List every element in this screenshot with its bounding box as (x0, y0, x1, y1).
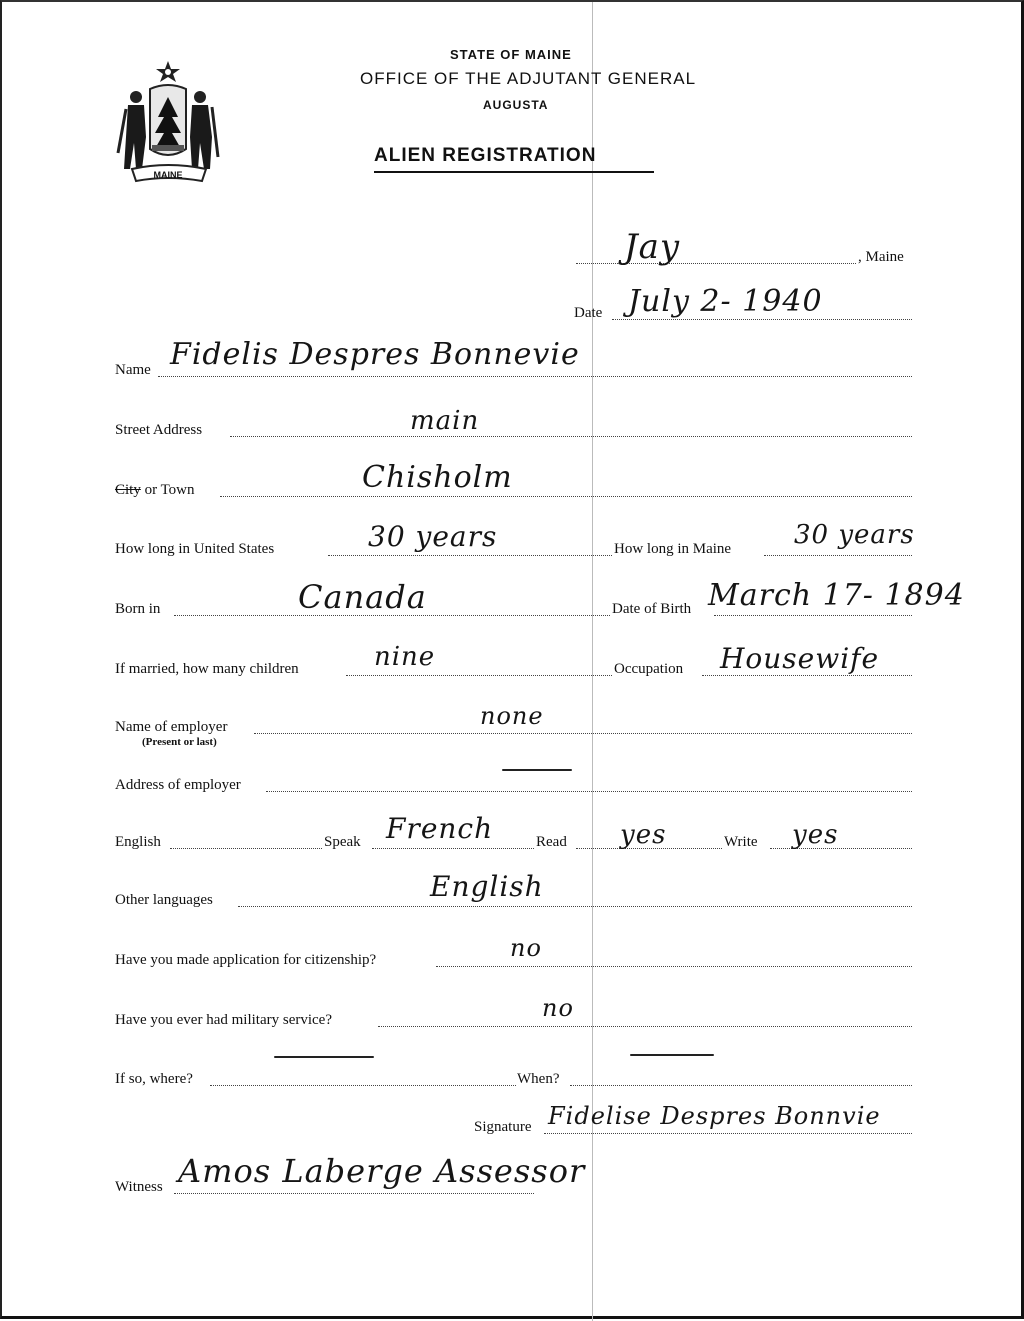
title-underline (374, 171, 654, 173)
birth-date-entry: March 17- 1894 (708, 578, 965, 613)
city-heading: AUGUSTA (483, 98, 549, 112)
citizenship-entry: no (510, 934, 542, 962)
speak-entry: French (386, 812, 494, 845)
children-entry: nine (374, 642, 436, 672)
signature-label: Signature (474, 1119, 532, 1135)
english-label: English (115, 834, 161, 850)
employer-line (254, 733, 912, 734)
citizenship-line (436, 966, 912, 967)
town-line (576, 263, 856, 264)
witness-entry: Amos Laberge Assessor (178, 1152, 586, 1190)
occupation-entry: Housewife (720, 642, 880, 675)
svg-text:MAINE: MAINE (153, 170, 183, 180)
state-heading: STATE OF MAINE (450, 47, 572, 62)
citizenship-label: Have you made application for citizenship? (115, 952, 377, 968)
where-label: If so, where? (115, 1071, 193, 1087)
date-line (612, 319, 912, 320)
years-us-label: How long in United States (115, 541, 275, 557)
read-label: Read (536, 834, 567, 850)
signature-entry: Fidelise Despres Bonnvie (548, 1102, 881, 1130)
witness-line (174, 1193, 534, 1194)
form-title: ALIEN REGISTRATION (374, 145, 597, 166)
military-entry: no (542, 994, 574, 1022)
years-us-line (328, 555, 612, 556)
maine-label: , Maine (858, 249, 904, 265)
children-label: If married, how many children (115, 661, 299, 677)
street-line (230, 436, 912, 437)
town-row-entry: Chisholm (362, 460, 513, 495)
birth-date-label: Date of Birth (612, 601, 692, 617)
date-entry: July 2- 1940 (628, 284, 823, 319)
employer-sublabel: (Present or last) (142, 736, 217, 748)
born-in-entry: Canada (298, 578, 427, 616)
years-us-entry: 30 years (368, 520, 498, 553)
where-dash (274, 1056, 374, 1058)
town-row-line (220, 496, 912, 497)
born-in-label: Born in (115, 601, 161, 617)
when-line (570, 1085, 912, 1086)
occupation-label: Occupation (614, 661, 684, 677)
military-label: Have you ever had military service? (115, 1012, 332, 1028)
employer-entry: none (480, 702, 544, 730)
other-languages-entry: English (430, 870, 544, 903)
town-label: City or Town (115, 482, 195, 498)
years-maine-line (764, 555, 912, 556)
speak-line (372, 848, 534, 849)
birth-date-line (714, 615, 912, 616)
years-maine-entry: 30 years (794, 520, 915, 550)
employer-address-label: Address of employer (115, 777, 241, 793)
where-line (210, 1085, 516, 1086)
state-seal-icon (114, 57, 222, 192)
witness-label: Witness (115, 1179, 163, 1195)
other-languages-line (238, 906, 912, 907)
other-languages-label: Other languages (115, 892, 213, 908)
date-label: Date (574, 305, 603, 321)
street-entry: main (410, 406, 480, 436)
speak-label: Speak (324, 834, 361, 850)
years-maine-label: How long in Maine (614, 541, 732, 557)
office-heading: OFFICE OF THE ADJUTANT GENERAL (360, 69, 697, 88)
english-line (170, 848, 322, 849)
occupation-line (702, 675, 912, 676)
signature-line (544, 1133, 912, 1134)
children-line (346, 675, 612, 676)
name-line (158, 376, 912, 377)
write-entry: yes (792, 820, 839, 850)
employer-label: Name of employer (115, 719, 228, 735)
when-dash (630, 1054, 714, 1056)
military-line (378, 1026, 912, 1027)
employer-address-dash (502, 769, 572, 771)
street-label: Street Address (115, 422, 203, 438)
write-label: Write (724, 834, 758, 850)
name-label: Name (115, 362, 151, 378)
name-entry: Fidelis Despres Bonnevie (170, 337, 580, 372)
when-label: When? (517, 1071, 560, 1087)
employer-address-line (266, 791, 912, 792)
read-entry: yes (620, 820, 667, 850)
town-entry: Jay (624, 227, 681, 267)
